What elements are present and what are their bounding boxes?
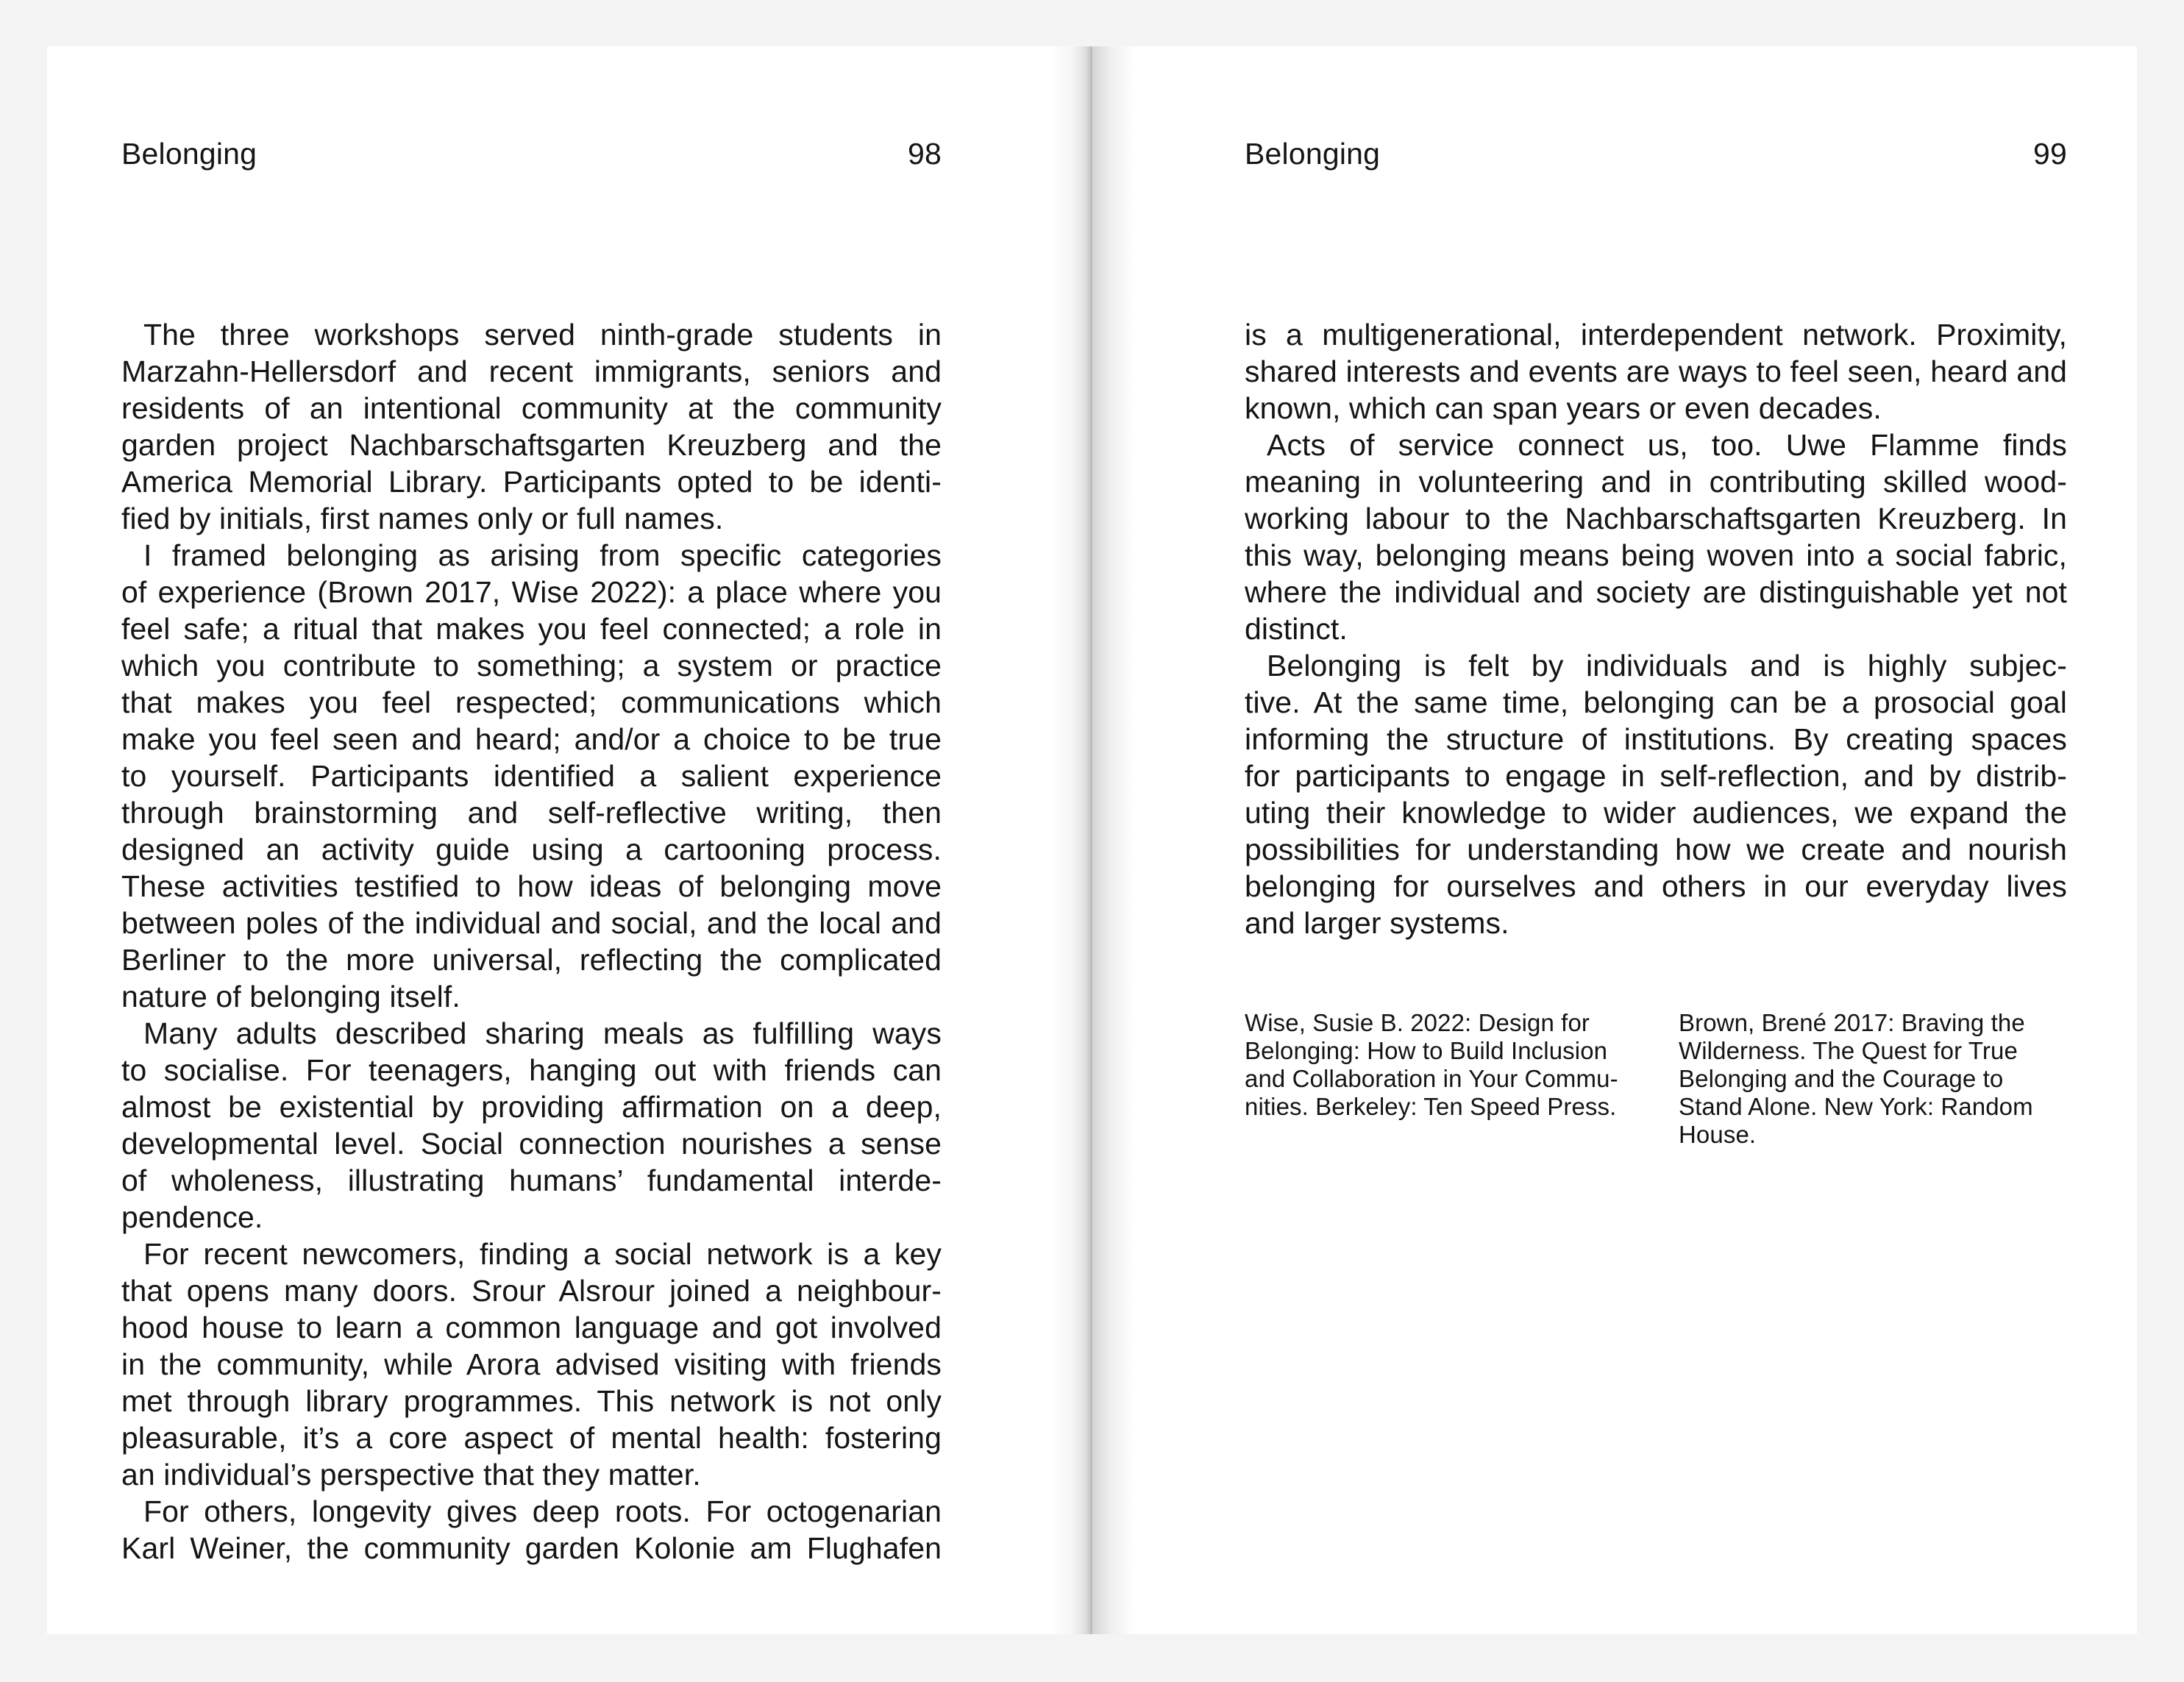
text-line: this way, belonging means being woven into a social fabric, (1245, 538, 2067, 572)
text-line: between poles of the individual and social, and the local and (121, 906, 942, 940)
page-left (121, 46, 942, 1634)
text-line: America Memorial Library. Participants opted to be identi- (121, 465, 942, 499)
text-line: belonging for ourselves and others in our everyday lives (1245, 869, 2067, 903)
text-line: meaning in volunteering and in contributing skilled wood- (1245, 465, 2067, 499)
running-header-right (1245, 135, 2067, 172)
running-header-left (121, 135, 942, 172)
paragraph (121, 316, 942, 537)
text-line: that opens many doors. Srour Alsrour joined a neighbour- (121, 1274, 942, 1308)
text-line: These activities testified to how ideas of belonging move (121, 869, 942, 903)
text-line: pleasurable, it’s a core aspect of mental health: fostering (121, 1421, 942, 1455)
paragraph (1245, 647, 2067, 941)
footnote-line: and Collaboration in Your Commu- (1245, 1065, 1618, 1092)
footnote-line: Brown, Brené 2017: Braving the (1679, 1009, 2025, 1036)
text-line: fied by initials, first names only or full names. (121, 502, 724, 535)
running-header-title: Belonging (1245, 137, 1381, 171)
page-body-right (1245, 316, 2067, 941)
text-line: shared interests and events are ways to feel seen, heard and (1245, 354, 2067, 388)
text-line: possibilities for understanding how we create and nourish (1245, 833, 2067, 866)
footnote-line: Belonging and the Courage to (1679, 1065, 2004, 1092)
text-line: I framed belonging as arising from specific categories (143, 538, 942, 572)
text-line: uting their knowledge to wider audiences, we expand the (1245, 796, 2067, 830)
footnote-line: nities. Berkeley: Ten Speed Press. (1245, 1093, 1617, 1120)
text-line: to socialise. For teenagers, hanging out with friends can (121, 1053, 942, 1087)
page-right (1245, 46, 2067, 1634)
text-line: known, which can span years or even decades. (1245, 391, 1882, 425)
paragraph (121, 1493, 942, 1567)
text-line: Many adults described sharing meals as fulfilling ways (143, 1016, 942, 1050)
text-line: The three workshops served ninth-grade students in (143, 318, 942, 352)
paragraph (121, 537, 942, 1015)
footnote-line: Stand Alone. New York: Random (1679, 1093, 2033, 1120)
footnote-line: House. (1679, 1121, 1757, 1148)
text-line: distinct. (1245, 612, 1348, 646)
text-line: For recent newcomers, finding a social network is a key (143, 1237, 942, 1271)
paragraph (121, 1015, 942, 1236)
text-line: that makes you feel respected; communications which (121, 685, 942, 719)
text-line: where the individual and society are distinguishable yet not (1245, 575, 2067, 609)
text-line: garden project Nachbarschaftsgarten Kreuzberg and the (121, 428, 942, 462)
text-line: and larger systems. (1245, 906, 1509, 940)
text-line: hood house to learn a common language and got involved (121, 1311, 942, 1344)
book-spread (47, 46, 2137, 1634)
text-line: For others, longevity gives deep roots. For octogenarian (143, 1494, 942, 1528)
text-line: working labour to the Nachbarschaftsgarten Kreuzberg. In (1245, 502, 2067, 535)
footnote-column-2 (1679, 1009, 2067, 1149)
paragraph (1245, 316, 2067, 427)
footnote-line: Belonging: How to Build Inclusion (1245, 1037, 1608, 1064)
text-line: of wholeness, illustrating humans’ fundamental interde- (121, 1163, 942, 1197)
text-line: is a multigenerational, interdependent network. Proximity, (1245, 318, 2067, 352)
footnote-column-1 (1245, 1009, 1633, 1149)
paragraph (121, 1236, 942, 1493)
text-line: pendence. (121, 1200, 263, 1234)
text-line: nature of belonging itself. (121, 980, 460, 1013)
paragraph (1245, 427, 2067, 647)
page-body-left (121, 316, 942, 1567)
text-line: Acts of service connect us, too. Uwe Flamme finds (1267, 428, 2067, 462)
text-line: residents of an intentional community at the community (121, 391, 942, 425)
text-line: Belonging is felt by individuals and is highly subjec- (1267, 649, 2067, 683)
page-gutter-shadow (1051, 46, 1136, 1634)
text-line: tive. At the same time, belonging can be a prosocial goal (1245, 685, 2067, 719)
text-line: met through library programmes. This network is not only (121, 1384, 942, 1418)
footnotes (1245, 1009, 2067, 1149)
page-number: 98 (907, 137, 942, 171)
text-line: Berliner to the more universal, reflecting the complicated (121, 943, 942, 977)
text-line: which you contribute to something; a system or practice (121, 649, 942, 683)
text-line: designed an activity guide using a cartooning process. (121, 833, 942, 866)
page-number: 99 (2032, 137, 2067, 171)
running-header-title: Belonging (121, 137, 257, 171)
text-line: Marzahn-Hellersdorf and recent immigrants, seniors and (121, 354, 942, 388)
text-line: in the community, while Arora advised visiting with friends (121, 1347, 942, 1381)
text-line: through brainstorming and self-reflective writing, then (121, 796, 942, 830)
text-line: to yourself. Participants identified a salient experience (121, 759, 942, 793)
text-line: almost be existential by providing affirmation on a deep, (121, 1090, 942, 1124)
text-line: developmental level. Social connection nourishes a sense (121, 1127, 942, 1161)
text-line: of experience (Brown 2017, Wise 2022): a place where you (121, 575, 942, 609)
text-line: an individual’s perspective that they matter. (121, 1458, 701, 1492)
text-line: informing the structure of institutions. By creating spaces (1245, 722, 2067, 756)
footnote-line: Wilderness. The Quest for True (1679, 1037, 2018, 1064)
footnote-line: Wise, Susie B. 2022: Design for (1245, 1009, 1590, 1036)
text-line: make you feel seen and heard; and/or a choice to be true (121, 722, 942, 756)
text-line: for participants to engage in self-reflection, and by distrib- (1245, 759, 2067, 793)
text-line: feel safe; a ritual that makes you feel connected; a role in (121, 612, 942, 646)
text-line: Karl Weiner, the community garden Kolonie am Flughafen (121, 1531, 942, 1565)
